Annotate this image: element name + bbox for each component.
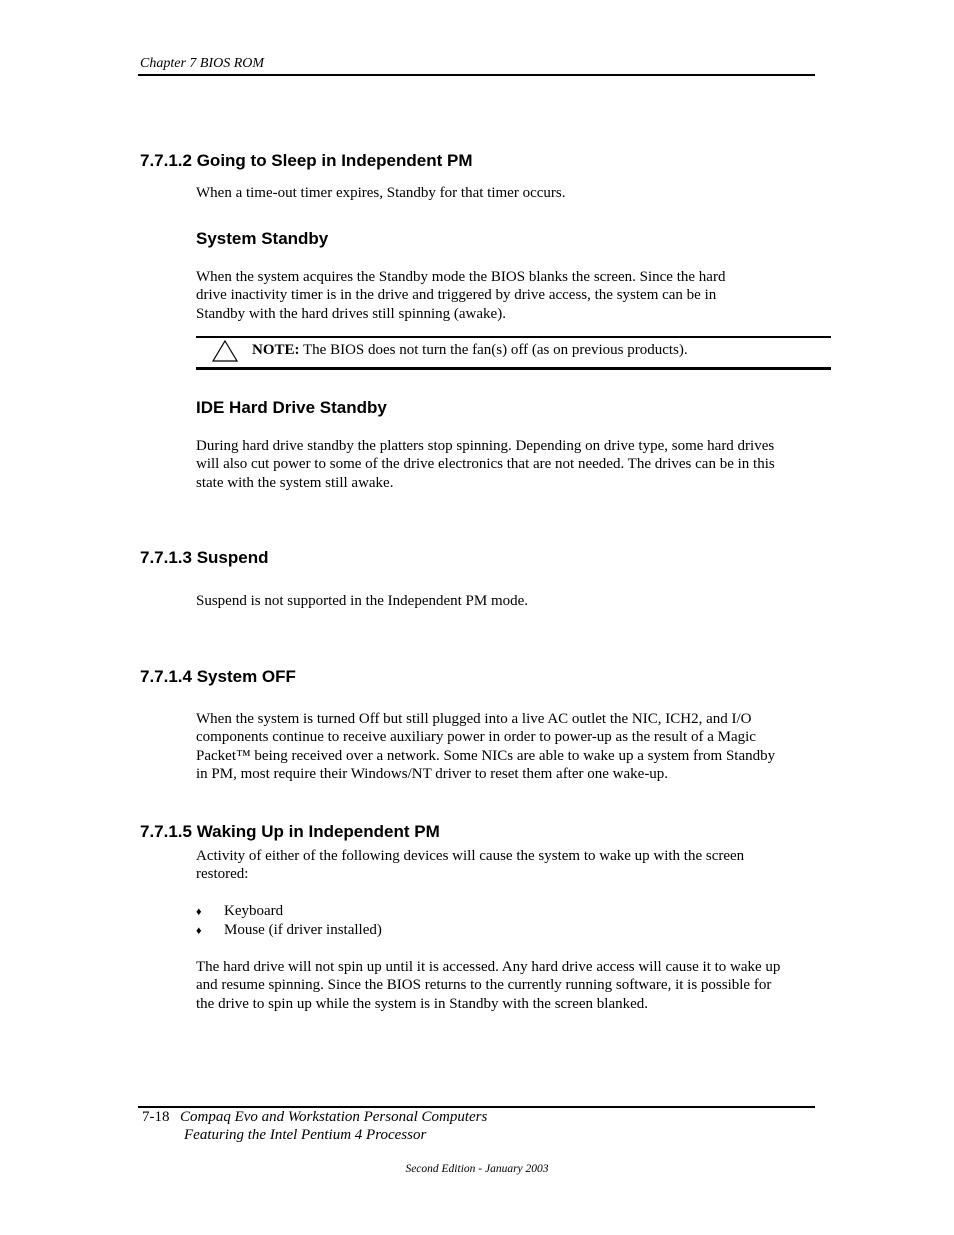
text-line: restored:	[196, 866, 249, 883]
page-number: 7-18	[142, 1109, 170, 1125]
paragraph-system-standby	[196, 268, 816, 323]
section-heading-7-7-1-3: 7.7.1.3 Suspend	[140, 548, 269, 567]
header-rule	[138, 74, 815, 76]
paragraph-waking-outro	[196, 958, 826, 1013]
text-line: state with the system still awake.	[196, 474, 394, 491]
footer-title-line1: Compaq Evo and Workstation Personal Computers	[180, 1109, 488, 1125]
section-heading-7-7-1-2: 7.7.1.2 Going to Sleep in Independent PM	[140, 151, 473, 170]
note-body: The BIOS does not turn the fan(s) off (as on previous products).	[299, 342, 688, 358]
running-header: Chapter 7 BIOS ROM	[140, 56, 265, 71]
text-line: in PM, most require their Windows/NT driver to reset them after one wake-up.	[196, 765, 669, 782]
text-line: the drive to spin up while the system is in Standby with the screen blanked.	[196, 995, 649, 1012]
text-line: When the system acquires the Standby mode the BIOS blanks the screen. Since the hard	[196, 269, 726, 285]
diamond-bullet-icon: ♦	[196, 906, 202, 918]
note-label: NOTE:	[252, 342, 300, 358]
paragraph-suspend: Suspend is not supported in the Independent PM mode.	[196, 593, 529, 609]
subheading-system-standby: System Standby	[196, 229, 329, 248]
text-line: Standby with the hard drives still spinning (awake).	[196, 305, 506, 322]
section-heading-7-7-1-4: 7.7.1.4 System OFF	[140, 667, 296, 686]
footer-edition: Second Edition - January 2003	[405, 1163, 549, 1175]
footer-rule	[138, 1106, 815, 1108]
paragraph-waking-intro	[196, 847, 816, 884]
text-line: During hard drive standby the platters stop spinning. Depending on drive type, some hard drives	[196, 438, 775, 454]
diamond-bullet-icon: ♦	[196, 925, 202, 937]
section-heading-7-7-1-5: 7.7.1.5 Waking Up in Independent PM	[140, 822, 440, 841]
note-bottom-rule	[196, 367, 831, 370]
text-line: The hard drive will not spin up until it is accessed. Any hard drive access will cause it to wake up	[196, 959, 781, 975]
text-line: components continue to receive auxiliary power in order to power-up as the result of a Magic	[196, 729, 756, 746]
text-line: When the system is turned Off but still plugged into a live AC outlet the NIC, ICH2, and I/O	[196, 711, 752, 727]
note-top-rule	[196, 336, 831, 338]
list-item: Keyboard	[224, 903, 284, 919]
paragraph-ide-standby	[196, 437, 816, 492]
section-intro-7-7-1-2: When a time-out timer expires, Standby for that timer occurs.	[196, 185, 566, 201]
paragraph-system-off	[196, 710, 816, 783]
list-item: Mouse (if driver installed)	[224, 922, 382, 938]
subheading-ide-hard-drive-standby: IDE Hard Drive Standby	[196, 398, 387, 417]
note-text	[252, 342, 688, 359]
text-line: Packet™ being received over a network. Some NICs are able to wake up a system from Standby	[196, 747, 776, 764]
text-line: drive inactivity timer is in the drive and triggered by drive access, the system can be in	[196, 287, 717, 304]
footer-title-line2: Featuring the Intel Pentium 4 Processor	[184, 1127, 427, 1143]
text-line: Activity of either of the following devices will cause the system to wake up with the screen	[196, 848, 745, 864]
warning-triangle-icon	[212, 340, 238, 367]
text-line: and resume spinning. Since the BIOS returns to the currently running software, it is possible for	[196, 977, 772, 994]
text-line: will also cut power to some of the drive electronics that are not needed. The drives can be in this	[196, 456, 775, 473]
